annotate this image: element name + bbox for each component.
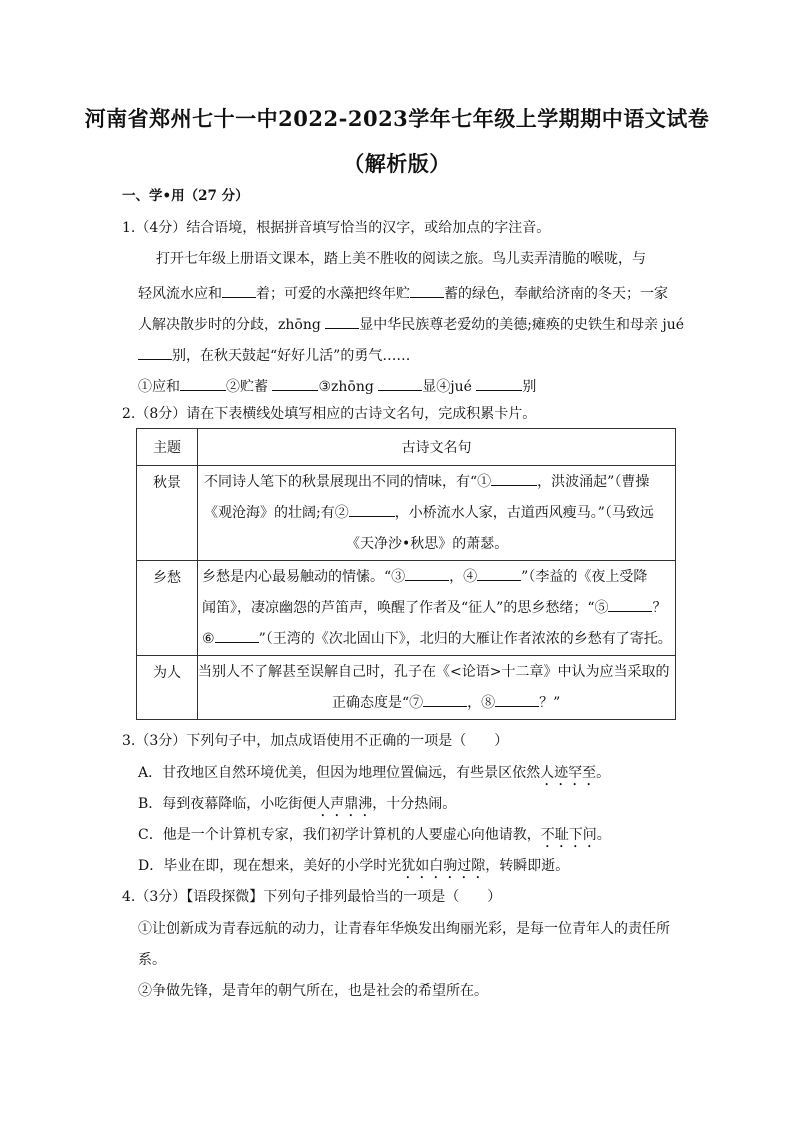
poem-card-table (136, 428, 676, 720)
blank-7[interactable] (423, 690, 467, 707)
exam-subtitle: （解析版） (343, 151, 451, 176)
section-heading: 一、学•用（27 分） (122, 188, 249, 204)
col-topic: 主题 (137, 429, 198, 466)
poem-cell (198, 466, 676, 561)
row-text: ，小桥流水人家，古道西风瘦马。”（马致远 (394, 505, 654, 521)
row-text: ⑥ (202, 631, 215, 647)
dotted-idiom: 犹如白驹过隙 (401, 858, 486, 874)
row-text: ？ (652, 600, 667, 616)
blank-3[interactable] (405, 564, 449, 581)
option-text: ，转瞬即逝。 (485, 858, 570, 874)
option-text: A．甘孜地区自然环境优美，但因为地理位置偏远，有些景区依然 (138, 765, 541, 781)
row-text: ”（王湾的《次北固山下》，北归的大雁让作者浓浓的乡愁有了寄托。 (258, 631, 672, 647)
topic-cell: 秋景 (137, 466, 198, 561)
q1-text: 人解决散步时的分歧，zhōng (138, 317, 326, 333)
q2-stem: 2.（8分）请在下表横线处填写相应的古诗文名句，完成积累卡片。 (122, 406, 537, 422)
dotted-idiom: 人迹罕至 (540, 765, 597, 781)
row-text: ”（李益的《夜上受降 (521, 569, 648, 585)
q1-answer-line (138, 374, 536, 397)
option-text: ，十分热闹。 (372, 796, 457, 812)
q1-stem: 1.（4分）结合语境，根据拼音填写恰当的汉字，或给加点的字注音。 (122, 220, 551, 236)
q4-sentence-1-cont: 系。 (138, 952, 166, 968)
exam-title: 河南省郑州七十一中2022-2023学年七年级上学期期中语文试卷 (84, 106, 710, 131)
option-text: 。 (596, 827, 611, 843)
row-text: ，④ (449, 569, 478, 585)
q1-passage-line3 (138, 312, 684, 335)
q1-answer-2: ②贮蓄 (226, 379, 268, 395)
q1-text: 显中华民族尊老爱幼的美德;瘫痪的史铁生和母亲 jué (359, 317, 685, 333)
q1-answer-blank-2[interactable] (272, 374, 318, 391)
q1-answer-1: ①应和 (138, 379, 180, 395)
q1-blank-4[interactable] (138, 343, 172, 360)
row-text: ，洪波涌起”（曹操 (537, 474, 650, 490)
option-text: 。 (596, 765, 611, 781)
q1-blank-2[interactable] (410, 281, 444, 298)
blank-6[interactable] (215, 626, 259, 643)
q3-option-d[interactable] (138, 856, 569, 882)
q3-option-a[interactable] (138, 763, 610, 789)
q1-answer-blank-4[interactable] (476, 374, 522, 391)
row-text: ？” (539, 695, 561, 711)
q1-answer-4: 显④jué (422, 379, 472, 395)
q3-option-b[interactable] (138, 794, 456, 820)
topic-cell: 为人 (137, 656, 198, 720)
q1-passage-line1: 打开七年级上册语文课本，踏上美不胜收的阅读之旅。鸟儿卖弄清脆的喉咙，与 (156, 251, 646, 267)
option-text: D．毕业在即，现在想来，美好的小学时光 (138, 858, 402, 874)
blank-8[interactable] (495, 690, 539, 707)
blank-4[interactable] (477, 564, 521, 581)
q1-blank-1[interactable] (222, 281, 256, 298)
blank-1[interactable] (491, 469, 537, 486)
row-text: 正确态度是“⑦ (332, 695, 424, 711)
topic-cell: 乡愁 (137, 561, 198, 656)
q4-sentence-1: ①让创新成为青春远航的动力，让青春年华焕发出绚丽光彩，是每一位青年人的责任所 (138, 921, 670, 937)
table-row (137, 466, 676, 561)
blank-2[interactable] (349, 500, 395, 517)
option-text: C．他是一个计算机专家，我们初学计算机的人要虚心向他请教， (138, 827, 541, 843)
col-poem: 古诗文名句 (198, 429, 676, 466)
row-text: 不同诗人笔下的秋景展现出不同的情味，有“① (204, 474, 492, 490)
q1-passage-line2 (138, 281, 668, 304)
q1-passage-line4 (138, 343, 410, 366)
row-text: 乡愁是内心最易触动的情愫。“③ (202, 569, 406, 585)
q1-answer-blank-1[interactable] (180, 374, 226, 391)
row-text: 《观沧海》的壮阔;有② (204, 505, 349, 521)
q1-text: 蓄的绿色，奉献给济南的冬天；一家 (444, 286, 668, 302)
option-text: B．每到夜幕降临，小吃街便 (138, 796, 317, 812)
dotted-idiom: 人声鼎沸 (316, 796, 373, 812)
q1-answer-3: ③zhōng (318, 379, 374, 395)
table-header-row (137, 429, 676, 466)
q1-text: 别，在秋天鼓起“好好儿活”的勇气…… (172, 348, 411, 364)
poem-cell (198, 561, 676, 656)
q3-stem: 3.（3分）下列句子中，加点成语使用不正确的一项是（ ） (122, 733, 509, 749)
table-row (137, 656, 676, 720)
q1-blank-3[interactable] (325, 312, 359, 329)
row-text: ，⑧ (467, 695, 496, 711)
q1-answer-5: 别 (522, 379, 537, 395)
q4-stem: 4.（3分）【语段探微】下列句子排列最恰当的一项是（ ） (122, 889, 502, 905)
row-text: 《天净沙•秋思》的萧瑟。 (346, 536, 509, 552)
row-text: 闻笛》，凄凉幽怨的芦笛声，唤醒了作者及“征人”的思乡愁绪；“⑤ (202, 600, 609, 616)
blank-5[interactable] (608, 595, 652, 612)
q1-text: 轻风流水应和 (138, 286, 222, 302)
poem-cell (198, 656, 676, 720)
q3-option-c[interactable] (138, 825, 611, 851)
dotted-idiom: 不耻下问 (540, 827, 597, 843)
table-row (137, 561, 676, 656)
q1-text: 着；可爱的水藻把终年贮 (256, 286, 410, 302)
q4-sentence-2: ②争做先锋，是青年的朝气所在，也是社会的希望所在。 (138, 983, 488, 999)
q1-answer-blank-3[interactable] (378, 374, 422, 391)
row-text: 当别人不了解甚至误解自己时，孔子在《<论语>十二章》中认为应当采取的 (198, 664, 670, 680)
